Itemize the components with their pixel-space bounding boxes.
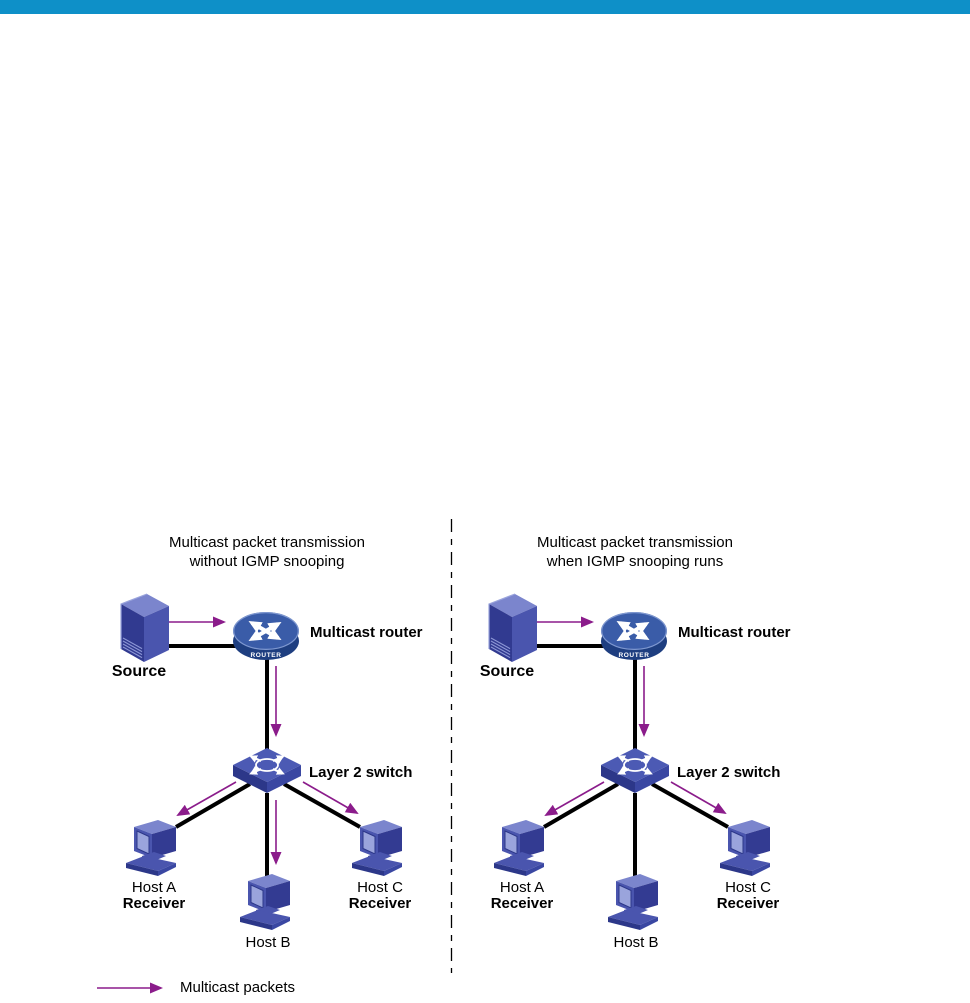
diagram-title-without-snooping	[117, 533, 417, 571]
host-b-icon	[234, 872, 302, 930]
host-c-receiver-label: Receiver	[716, 895, 780, 912]
host-a-receiver-label: Receiver	[490, 895, 554, 912]
legend-label: Multicast packets	[180, 979, 296, 996]
host-c-receiver-label: Receiver	[348, 895, 412, 912]
layer2-switch-icon	[231, 746, 303, 802]
diagram-title-with-snooping	[485, 533, 785, 571]
multicast-router-icon	[233, 604, 299, 662]
source-label: Source	[111, 663, 167, 680]
multicast-router-icon	[601, 604, 667, 662]
host-b-icon	[602, 872, 670, 930]
multicast-router-label: Multicast router	[310, 624, 423, 641]
title-line2: when IGMP snooping runs	[546, 553, 724, 570]
router-badge-text: ROUTER	[618, 652, 650, 659]
host-b-label: Host B	[245, 934, 291, 951]
host-c-label: Host C	[357, 879, 403, 896]
layer2-switch-label: Layer 2 switch	[677, 764, 781, 781]
host-c-icon	[346, 818, 414, 876]
multicast-router-label: Multicast router	[678, 624, 791, 641]
host-c-icon	[714, 818, 782, 876]
host-b-label: Host B	[613, 934, 659, 951]
source-server-icon	[475, 590, 540, 664]
host-a-icon	[488, 818, 556, 876]
router-badge-text: ROUTER	[250, 652, 282, 659]
host-a-label: Host A	[131, 879, 177, 896]
title-line2: without IGMP snooping	[189, 553, 345, 570]
source-server-icon	[107, 590, 172, 664]
title-line1: Multicast packet transmission	[537, 534, 733, 551]
host-a-receiver-label: Receiver	[122, 895, 186, 912]
host-a-icon	[120, 818, 188, 876]
layer2-switch-icon	[599, 746, 671, 802]
title-line1: Multicast packet transmission	[169, 534, 365, 551]
host-a-label: Host A	[499, 879, 545, 896]
host-c-label: Host C	[725, 879, 771, 896]
layer2-switch-label: Layer 2 switch	[309, 764, 413, 781]
source-label: Source	[479, 663, 535, 680]
